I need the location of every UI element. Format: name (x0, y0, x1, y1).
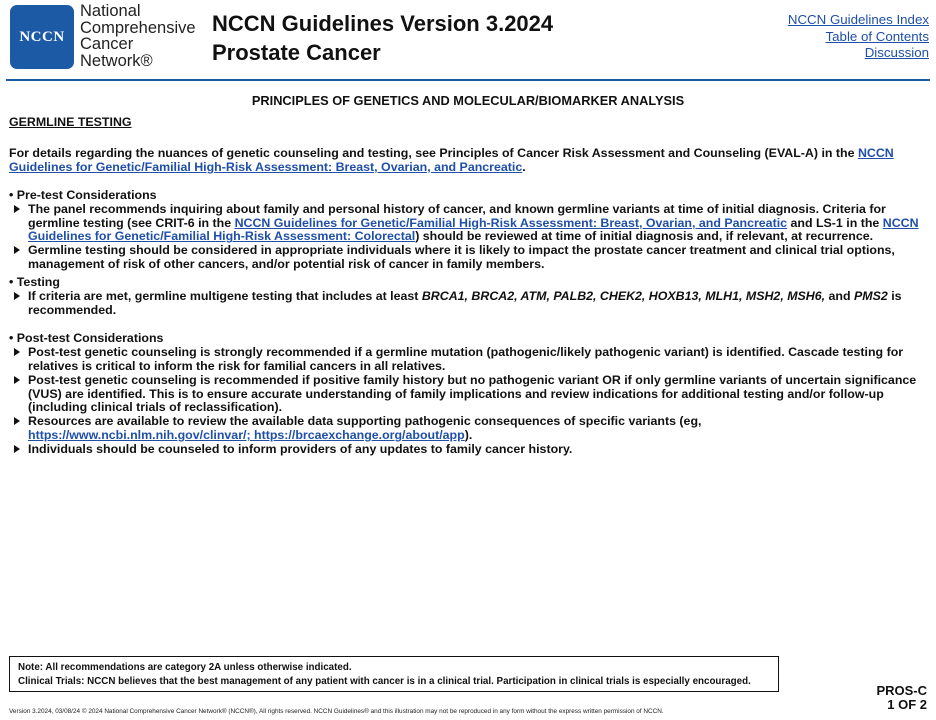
nccn-logo[interactable]: NCCN (10, 5, 74, 69)
testing-item-1-text: If criteria are met, germline multigene testing that includes at least (28, 289, 422, 304)
logo-line: Comprehensive (80, 18, 196, 37)
posttest-item-3-end: ). (464, 428, 473, 443)
triangle-bullet-icon (14, 376, 20, 384)
pretest-item-1 (9, 203, 927, 245)
triangle-bullet-icon (14, 205, 20, 213)
testing-item-1-end: is recommended. (28, 289, 902, 317)
intro-text: For details regarding the nuances of genetic counseling and testing, see Principles of Cancer Risk Assessment and Counseling (EVAL-A) in the (9, 145, 858, 160)
page-header (0, 0, 936, 82)
crit-6-link[interactable]: NCCN Guidelines for Genetic/Familial High-Risk Assessment: Breast, Ovarian, and Pancreatic (234, 215, 788, 230)
breast-ovarian-pancreatic-link[interactable]: NCCN Guidelines for Genetic/Familial High-Risk Assessment: Breast, Ovarian, and Pancreatic (9, 145, 894, 174)
discussion-link[interactable]: Discussion (864, 45, 929, 61)
pretest-item-2-text: Germline testing should be considered in appropriate individuals where it is likely to impact the prostate cancer treatment and clinical trial options, management of risk of other cancers, and/or potential risk of cancer in family members. (28, 243, 895, 272)
variant-resources-link[interactable]: https://www.ncbi.nlm.nih.gov/clinvar/; https://brcaexchange.org/about/app (28, 428, 465, 443)
posttest-item-2 (9, 374, 927, 416)
logo-line: Network® (80, 51, 153, 70)
section-title: PRINCIPLES OF GENETICS AND MOLECULAR/BIOMARKER ANALYSIS (251, 93, 685, 108)
copyright-footer: Version 3.2024, 03/08/24 © 2024 National Comprehensive Cancer Network® (NCCN®), All rights reserved. NCCN Guidelines® and this illustration may not be reproduced in any form without the express written permission of NCCN. (9, 708, 664, 715)
page-identifier (876, 684, 927, 712)
posttest-title: • Post-test Considerations (9, 330, 164, 345)
pretest-title: • Pre-test Considerations (9, 187, 157, 202)
page-title (212, 9, 553, 67)
logo-line: National (80, 2, 141, 20)
note-line-2: Clinical Trials: NCCN believes that the best management of any patient with cancer is in a clinical trial. Participation in clinical trials is especially encouraged. (18, 676, 751, 687)
intro-paragraph (9, 147, 927, 175)
page-count: 1 OF 2 (887, 697, 927, 712)
posttest-item-4 (9, 443, 927, 457)
note-box (9, 656, 779, 692)
logo-line: Cancer (80, 35, 134, 54)
posttest-item-4-text: Individuals should be counseled to inform providers of any updates to family cancer history. (28, 442, 573, 457)
triangle-bullet-icon (14, 348, 20, 356)
table-of-contents-link[interactable]: Table of Contents (825, 28, 929, 44)
posttest-item-2-text: Post-test genetic counseling is recommended if positive family history but no pathogenic variant OR if only germline variants of uncertain significance (VUS) are identified. This is to ensure accurate understanding of family implications and review indications for additional testing and/or follow-up (including clinical trials of reclassification). (28, 372, 917, 415)
posttest-item-1 (9, 346, 927, 374)
testing-title: • Testing (9, 275, 60, 290)
spacer (9, 318, 927, 332)
testing-item-1 (9, 290, 927, 318)
gene-pms2: PMS2 (854, 289, 888, 304)
guidelines-index-link[interactable]: NCCN Guidelines Index (787, 12, 929, 27)
nav-links (788, 12, 929, 62)
posttest-item-3-text: Resources are available to review the available data supporting pathogenic consequences of specific variants (eg, (28, 414, 702, 429)
triangle-bullet-icon (14, 445, 20, 453)
triangle-bullet-icon (14, 246, 20, 254)
gene-list: BRCA1, BRCA2, ATM, PALB2, CHEK2, HOXB13, MLH1, MSH2, MSH6, (421, 289, 826, 304)
pretest-item-2 (9, 244, 927, 272)
header-divider (6, 79, 930, 81)
testing-item-1-mid: and (825, 289, 854, 304)
colorectal-link[interactable]: NCCN Guidelines for Genetic/Familial High-Risk Assessment: Colorectal (28, 215, 919, 244)
pretest-item-1-mid: and LS-1 in the (787, 215, 883, 230)
triangle-bullet-icon (14, 292, 20, 300)
main-content (9, 116, 927, 457)
triangle-bullet-icon (14, 417, 20, 425)
pretest-item-1-text: The panel recommends inquiring about family and personal history of cancer, and known germline variants at time of initial diagnosis. Criteria for germline testing (see CRIT-6 in the (28, 201, 886, 230)
germline-testing-heading: GERMLINE TESTING (9, 115, 132, 129)
posttest-item-1-text: Post-test genetic counseling is strongly recommended if a germline mutation (pathogenic/likely pathogenic variant) is identified. Cascade testing for relatives is critical to inform the risk for familial cancers in all relatives. (28, 344, 904, 373)
pretest-item-1-end: ) should be reviewed at time of initial diagnosis and, if relevant, at recurrence. (415, 229, 874, 244)
posttest-item-3 (9, 415, 927, 443)
intro-end: . (522, 159, 526, 174)
note-line-1: Note: All recommendations are category 2A unless otherwise indicated. (18, 662, 352, 673)
guideline-topic: Prostate Cancer (212, 40, 381, 65)
guideline-version: NCCN Guidelines Version 3.2024 (212, 11, 554, 36)
logo-wordmark (80, 3, 196, 69)
page-code: PROS-C (876, 683, 927, 698)
